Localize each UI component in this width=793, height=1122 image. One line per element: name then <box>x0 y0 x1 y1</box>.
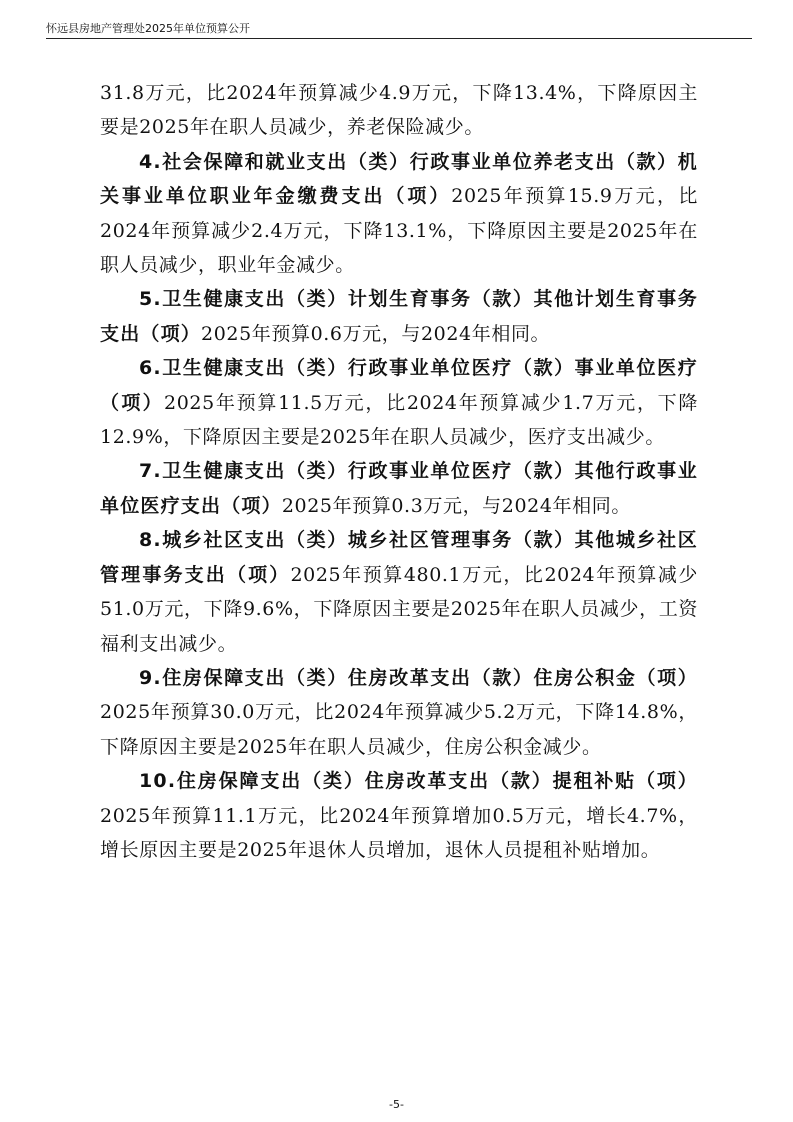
paragraph-item-10 <box>100 764 698 867</box>
page-number: -5- <box>389 1098 404 1111</box>
paragraph-continuation <box>100 76 698 145</box>
paragraph-item-5 <box>100 282 698 351</box>
paragraph-text: 2025年预算15.9万元，比2024年预算减少2.4万元，下降13.1%，下降原因主要是2025年在职人员减少，职业年金减少。 <box>100 185 698 277</box>
paragraph-text: 2025年预算11.5万元，比2024年预算减少1.7万元，下降12.9%，下降原因主要是2025年在职人员减少，医疗支出减少。 <box>100 391 698 449</box>
paragraph-lead: 10.住房保障支出（类）住房改革支出（款）提租补贴（项） <box>139 770 698 793</box>
document-body <box>100 76 698 867</box>
paragraph-text: 2025年预算0.3万元，与2024年相同。 <box>281 494 631 517</box>
paragraph-text: 2025年预算480.1万元，比2024年预算减少51.0万元，下降9.6%，下降原因主要是2025年在职人员减少，工资福利支出减少。 <box>100 563 698 655</box>
paragraph-item-7 <box>100 454 698 523</box>
paragraph-item-9 <box>100 661 698 764</box>
paragraph-text: 31.8万元，比2024年预算减少4.9万元，下降13.4%，下降原因主要是2025年在职人员减少，养老保险减少。 <box>100 82 698 139</box>
paragraph-item-6 <box>100 351 698 454</box>
paragraph-lead: 7.卫生健康支出（类）行政事业单位医疗（款）其他行政事业单位医疗支出（项） <box>100 460 698 517</box>
running-header: 怀远县房地产管理处2025年单位预算公开 <box>46 22 250 35</box>
paragraph-text: 2025年预算11.1万元，比2024年预算增加0.5万元，增长4.7%，增长原因主要是2025年退休人员增加，退休人员提租补贴增加。 <box>100 804 698 861</box>
paragraph-lead: 9.住房保障支出（类）住房改革支出（款）住房公积金（项） <box>139 666 698 689</box>
paragraph-lead: 8.城乡社区支出（类）城乡社区管理事务（款）其他城乡社区管理事务支出（项） <box>100 529 698 586</box>
paragraph-text: 2025年预算0.6万元，与2024年相同。 <box>201 322 551 345</box>
paragraph-lead: 5.卫生健康支出（类）计划生育事务（款）其他计划生育事务支出（项） <box>100 288 698 345</box>
header-divider <box>46 38 752 39</box>
paragraph-lead: 4.社会保障和就业支出（类）行政事业单位养老支出（款）机关事业单位职业年金缴费支出（项） <box>100 150 698 208</box>
paragraph-text: 2025年预算30.0万元，比2024年预算减少5.2万元，下降14.8%，下降原因主要是2025年在职人员减少，住房公积金减少。 <box>100 701 698 758</box>
paragraph-lead: 6.卫生健康支出（类）行政事业单位医疗（款）事业单位医疗（项） <box>100 357 698 414</box>
paragraph-item-8 <box>100 523 698 661</box>
paragraph-item-4 <box>100 145 698 283</box>
